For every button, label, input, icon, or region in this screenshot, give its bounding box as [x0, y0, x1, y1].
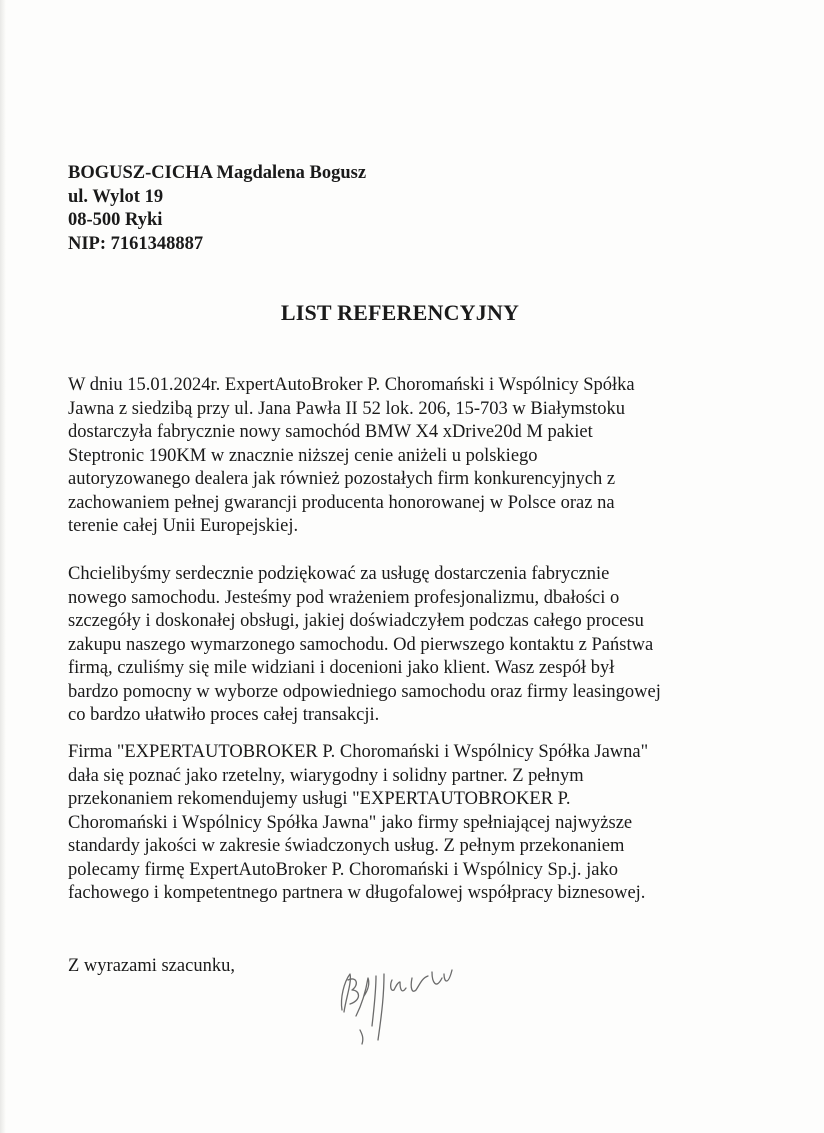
paragraph-line: co bardzo ułatwiło proces całej transakcji.: [68, 705, 380, 725]
paragraph-line: bardzo pomocny w wyborze odpowiedniego samochodu oraz firmy leasingowej: [68, 681, 661, 702]
paragraph-line: fachowego i kompetentnego partnera w długofalowej współpracy biznesowej.: [68, 883, 646, 903]
paragraph-2: [68, 563, 758, 728]
sender-nip: NIP: 7161348887: [68, 233, 204, 254]
scan-shadow: [0, 0, 6, 1133]
paragraph-line: autoryzowanego dealera jak również pozostałych firm konkurencyjnych z: [68, 469, 616, 489]
closing-salutation: Z wyrazami szacunku,: [68, 956, 235, 976]
document-title: LIST REFERENCYJNY: [280, 300, 520, 325]
paragraph-line: nowego samochodu. Jesteśmy pod wrażeniem profesjonalizmu, dbałości o: [68, 587, 620, 608]
paragraph-1: [68, 374, 758, 539]
sender-city: 08-500 Ryki: [68, 210, 163, 230]
paragraph-line: zachowaniem pełnej gwarancji producenta honorowanej w Polsce oraz na: [68, 492, 615, 513]
paragraph-line: terenie całej Unii Europejskiej.: [68, 516, 299, 536]
paragraph-line: Choromański i Wspólnicy Spółka Jawna" jako firmy spełniającej najwyższe: [68, 812, 633, 833]
handwritten-signature-icon: [332, 960, 472, 1055]
paragraph-line: dała się poznać jako rzetelny, wiarygodny i solidny partner. Z pełnym: [68, 765, 584, 786]
paragraph-3: [68, 741, 758, 906]
sender-address: [68, 162, 366, 256]
paragraph-line: dostarczyła fabrycznie nowy samochód BMW X4 xDrive20d M pakiet: [68, 422, 593, 442]
paragraph-line: zakupu naszego wymarzonego samochodu. Od pierwszego kontaktu z Państwa: [68, 634, 654, 655]
paragraph-line: Firma "EXPERTAUTOBROKER P. Choromański i Wspólnicy Spółka Jawna": [68, 742, 649, 762]
sender-street: ul. Wylot 19: [68, 186, 164, 207]
paragraph-line: Steptronic 190KM w znacznie niższej cenie aniżeli u polskiego: [68, 445, 538, 466]
paragraph-line: firmą, czuliśmy się mile widziani i docenioni jako klient. Wasz zespół był: [68, 658, 615, 678]
paragraph-line: przekonaniem rekomendujemy usługi "EXPERTAUTOBROKER P.: [68, 789, 571, 809]
paragraph-line: szczegóły i doskonałej obsługi, jakiej doświadczyłem podczas całego procesu: [68, 611, 644, 631]
sender-company: BOGUSZ-CICHA Magdalena Bogusz: [68, 163, 367, 183]
paragraph-line: Chcielibyśmy serdecznie podziękować za usługę dostarczenia fabrycznie: [68, 564, 610, 584]
paragraph-line: standardy jakości w zakresie świadczonych usług. Z pełnym przekonaniem: [68, 836, 625, 856]
paragraph-line: Jawna z siedzibą przy ul. Jana Pawła II 52 lok. 206, 15-703 w Białymstoku: [68, 398, 625, 419]
paragraph-line: W dniu 15.01.2024r. ExpertAutoBroker P. Choromański i Wspólnicy Spółka: [68, 375, 635, 395]
paragraph-line: polecamy firmę ExpertAutoBroker P. Choromański i Wspólnicy Sp.j. jako: [68, 859, 618, 880]
